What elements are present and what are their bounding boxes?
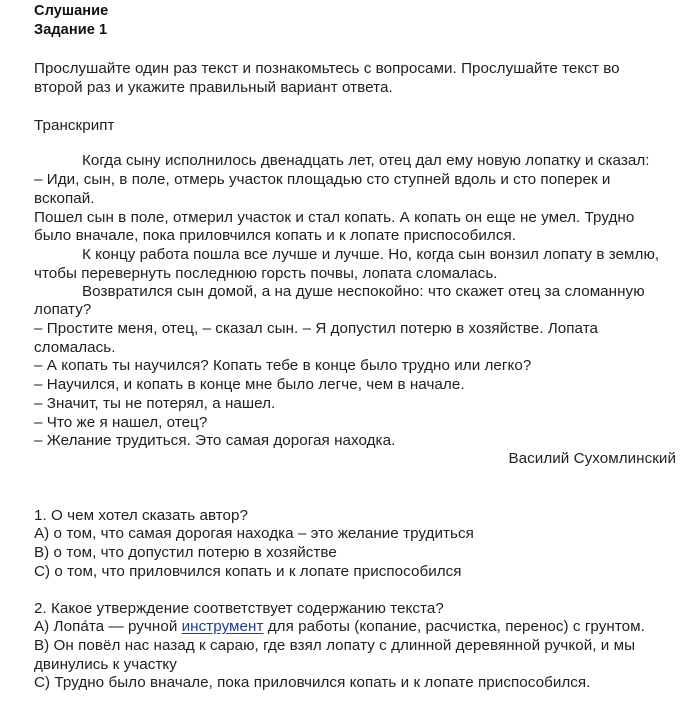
option-a-text-end: для работы (копание, расчистка, перенос) с грунтом. xyxy=(263,618,645,635)
option-a-text: А) Лопа́та — ручной xyxy=(34,618,182,635)
question-1-option-b: В) о том, что допустил потерю в хозяйстве xyxy=(34,544,337,561)
instructions-line-1: Прослушайте один раз текст и познакомьтесь с вопросами. Прослушайте текст во xyxy=(34,60,620,77)
story-line: вскопай. xyxy=(34,190,95,207)
story-line: – А копать ты научился? Копать тебе в конце было трудно или легко? xyxy=(34,357,532,374)
task-title: Задание 1 xyxy=(34,22,108,38)
question-2-option-c: С) Трудно было вначале, пока приловчился копать и к лопате приспособился. xyxy=(34,674,591,691)
story-line: – Что же я нашел, отец? xyxy=(34,414,208,431)
instructions-line-2: второй раз и укажите правильный вариант ответа. xyxy=(34,79,393,96)
question-1: 1. О чем хотел сказать автор? xyxy=(34,507,249,524)
story-line: – Научился, и копать в конце мне было легче, чем в начале. xyxy=(34,376,465,393)
story-line: было вначале, пока приловчился копать и к лопате приспособился. xyxy=(34,227,516,244)
story-line: К концу работа пошла все лучше и лучше. Но, когда сын вонзил лопату в землю, xyxy=(82,246,660,263)
author: Василий Сухомлинский xyxy=(508,450,676,467)
question-2-option-b-continued: двинулись к участку xyxy=(34,656,177,673)
question-1-option-c: С) о том, что приловчился копать и к лопате приспособился xyxy=(34,563,462,580)
question-2: 2. Какое утверждение соответствует содержанию текста? xyxy=(34,600,444,617)
story-line: – Простите меня, отец, – сказал сын. – Я допустил потерю в хозяйстве. Лопата xyxy=(34,320,599,337)
question-2-option-a xyxy=(34,617,645,636)
transcript-label: Транскрипт xyxy=(34,117,115,134)
section-title: Слушание xyxy=(34,3,109,19)
story-line: чтобы перевернуть последнюю горсть почвы, лопата сломалась. xyxy=(34,265,498,282)
story-line: – Значит, ты не потерял, а нашел. xyxy=(34,395,276,412)
question-1-option-a: А) о том, что самая дорогая находка – это желание трудиться xyxy=(34,525,474,542)
story-line: – Иди, сын, в поле, отмерь участок площадью сто ступней вдоль и сто поперек и xyxy=(34,171,611,188)
story-line: – Желание трудиться. Это самая дорогая находка. xyxy=(34,432,396,449)
instrument-link[interactable]: инструмент xyxy=(181,618,264,635)
story-line: сломалась. xyxy=(34,339,116,356)
story-line: Возвратился сын домой, а на душе неспокойно: что скажет отец за сломанную xyxy=(82,283,645,300)
question-2-option-b: В) Он повёл нас назад к сараю, где взял лопату с длинной деревянной ручкой, и мы xyxy=(34,637,636,654)
story-line: лопату? xyxy=(34,301,92,318)
story-line: Когда сыну исполнилось двенадцать лет, отец дал ему новую лопатку и сказал: xyxy=(82,152,650,169)
story-line: Пошел сын в поле, отмерил участок и стал копать. А копать он еще не умел. Трудно xyxy=(34,209,635,226)
